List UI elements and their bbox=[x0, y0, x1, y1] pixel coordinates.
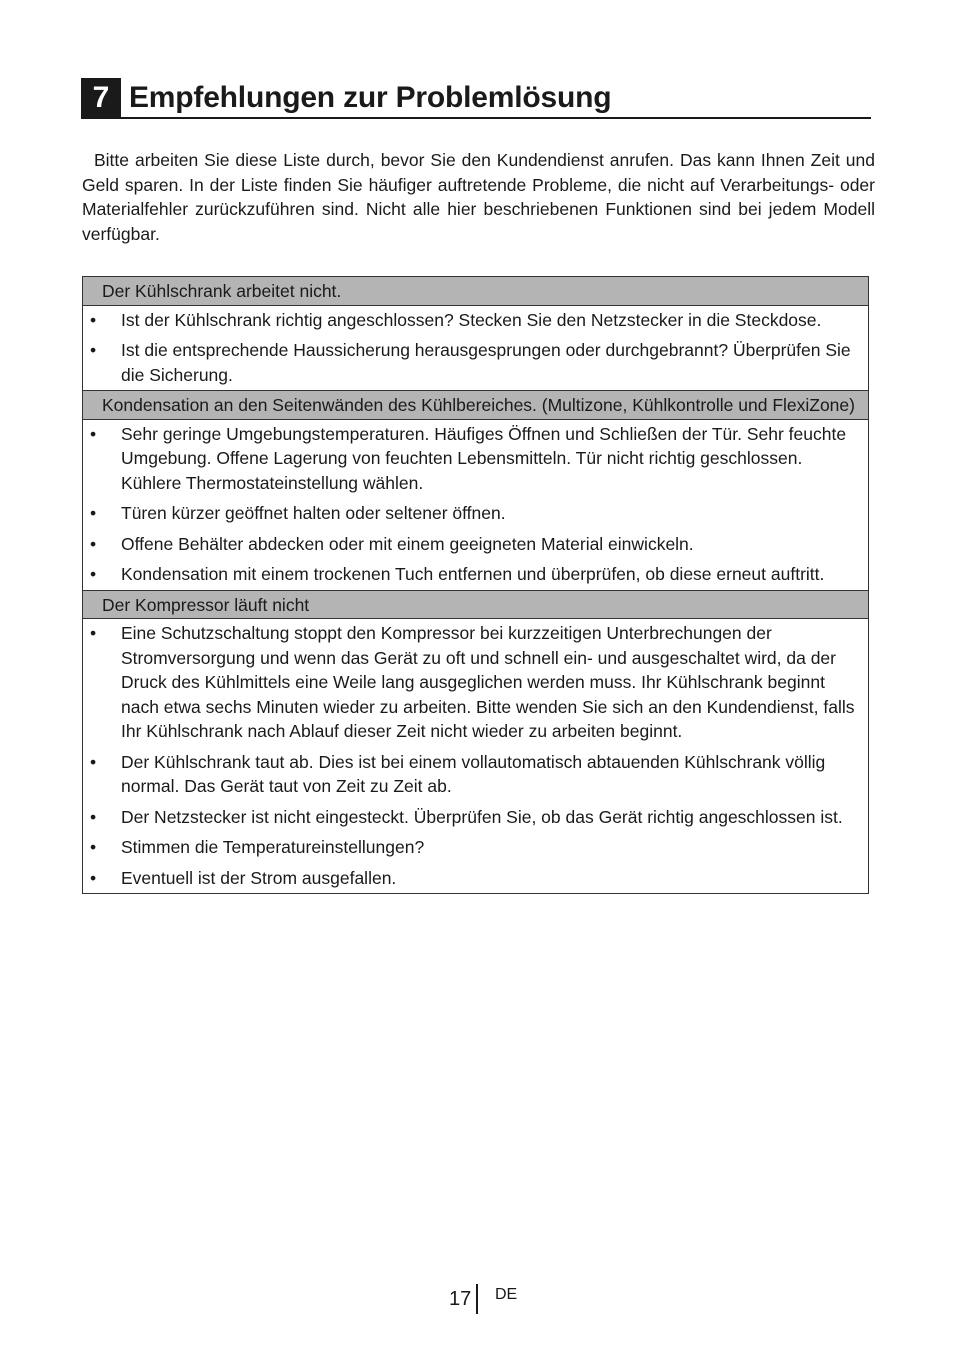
troubleshooting-table bbox=[82, 276, 869, 894]
section-items-row bbox=[83, 619, 869, 894]
bullet-icon: • bbox=[90, 423, 97, 444]
list-item-text: Eine Schutzschaltung stoppt den Kompressor bei kurzzeitigen Unterbrechungen der Stromversorgung und wenn das Gerät zu oft und schnell ein- und ausgeschaltet wird, da der Druck des Kühlmittels eine Weile lang ausgeglichen werden muss. Ihr Kühlschrank beginnt nach etwa sechs Minuten wieder zu arbeiten. Bitte wenden Sie sich an den Kundendienst, falls Ihr Kühlschrank nach Ablauf dieser Zeit nicht wieder zu arbeiten beginnt. bbox=[121, 623, 855, 741]
section-title: Der Kompressor läuft nicht bbox=[83, 590, 869, 619]
list-item bbox=[83, 805, 862, 830]
bullet-icon: • bbox=[90, 340, 97, 360]
list-item bbox=[83, 422, 862, 496]
section-title: Der Kühlschrank arbeitet nicht. bbox=[83, 277, 869, 306]
bullet-icon: • bbox=[90, 564, 97, 584]
intro-paragraph: Bitte arbeiten Sie diese Liste durch, bevor Sie den Kundendienst anrufen. Das kann Ihnen Zeit und Geld sparen. In der Liste finden Sie häufiger auftretende Probleme, die nicht auf Verarbeitungs- oder Materialfehler zurückzuführen sind. Nicht alle hier beschriebenen Funktionen sind bei jedem Modell verfügbar. bbox=[82, 150, 875, 245]
list-item bbox=[83, 835, 862, 860]
chapter-title: Empfehlungen zur Problemlösung bbox=[129, 81, 612, 114]
list-item bbox=[83, 501, 862, 526]
list-item-text: Ist die entsprechende Haussicherung herausgesprungen oder durchgebrannt? Überprüfen Sie die Sicherung. bbox=[121, 340, 851, 385]
list-item bbox=[83, 532, 862, 557]
bullet-list bbox=[83, 306, 868, 391]
bullet-icon: • bbox=[90, 309, 97, 330]
list-item-text: Sehr geringe Umgebungstemperaturen. Häufiges Öffnen und Schließen der Tür. Sehr feuchte Umgebung. Offene Lagerung von feuchten Lebensmitteln. Tür nicht richtig geschlossen. Kühlere Thermostateinstellung wählen. bbox=[121, 423, 847, 493]
list-item bbox=[83, 621, 862, 744]
bullet-icon: • bbox=[90, 503, 97, 523]
bullet-icon: • bbox=[90, 623, 97, 643]
bullet-icon: • bbox=[90, 867, 97, 888]
list-item-text: Stimmen die Temperatureinstellungen? bbox=[121, 837, 425, 857]
page-number: 17 bbox=[449, 1288, 472, 1310]
language-code: DE bbox=[495, 1286, 518, 1303]
list-item-text: Der Kühlschrank taut ab. Dies ist bei einem vollautomatisch abtauenden Kühlschrank völlig normal. Das Gerät taut von Zeit zu Zeit ab. bbox=[121, 751, 826, 796]
chapter-heading bbox=[81, 78, 871, 119]
section-header-row bbox=[83, 277, 869, 306]
bullet-icon: • bbox=[90, 837, 97, 857]
chapter-number-badge: 7 bbox=[81, 78, 121, 118]
list-item-text: Offene Behälter abdecken oder mit einem geeigneten Material einwickeln. bbox=[121, 533, 694, 554]
bullet-icon: • bbox=[90, 806, 97, 827]
footer-divider bbox=[476, 1284, 478, 1314]
list-item bbox=[83, 750, 862, 799]
bullet-list bbox=[83, 420, 868, 590]
section-items-row bbox=[83, 305, 869, 391]
list-item-text: Eventuell ist der Strom ausgefallen. bbox=[121, 867, 397, 888]
bullet-icon: • bbox=[90, 533, 97, 554]
section-header-row bbox=[83, 590, 869, 619]
section-items-row bbox=[83, 419, 869, 590]
bullet-icon: • bbox=[90, 751, 97, 772]
list-item bbox=[83, 866, 862, 891]
list-item-text: Türen kürzer geöffnet halten oder seltener öffnen. bbox=[121, 503, 506, 523]
list-item-text: Kondensation mit einem trockenen Tuch entfernen und überprüfen, ob diese erneut auftritt. bbox=[121, 564, 825, 584]
list-item bbox=[83, 338, 862, 387]
list-item-text: Der Netzstecker ist nicht eingesteckt. Überprüfen Sie, ob das Gerät richtig angeschlossen ist. bbox=[121, 806, 843, 827]
list-item-text: Ist der Kühlschrank richtig angeschlossen? Stecken Sie den Netzstecker in die Steckdose. bbox=[121, 309, 822, 330]
section-header-row bbox=[83, 391, 869, 420]
list-item bbox=[83, 562, 862, 587]
list-item bbox=[83, 308, 862, 333]
bullet-list bbox=[83, 619, 868, 893]
section-title: Kondensation an den Seitenwänden des Kühlbereiches. (Multizone, Kühlkontrolle und FlexiZone) bbox=[83, 391, 869, 420]
